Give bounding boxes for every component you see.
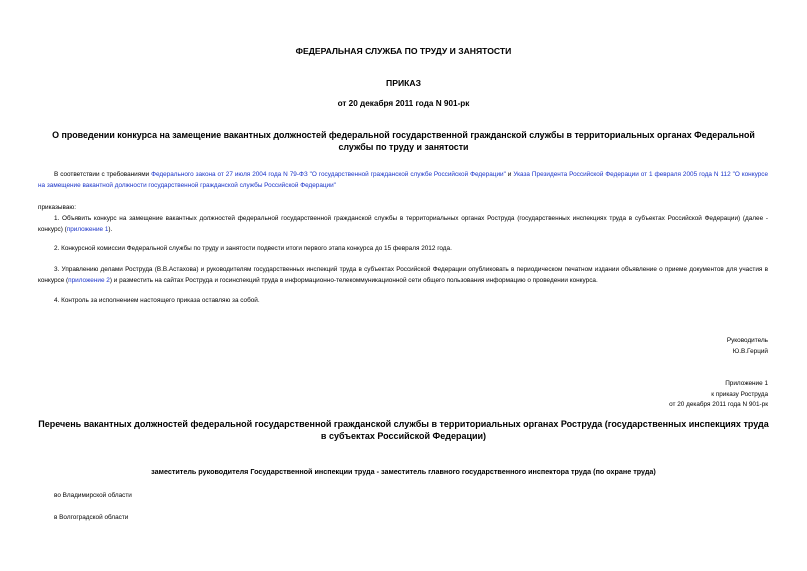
- item-2: 2. Конкурсной комиссии Федеральной службы по труду и занятости подвести итоги первого этапа конкурса до 15 февраля 2012 года.: [54, 245, 452, 252]
- signature-name: Ю.В.Герций: [732, 348, 768, 355]
- item-4: 4. Контроль за исполнением настоящего приказа оставляю за собой.: [54, 297, 260, 304]
- item-3: [38, 264, 768, 286]
- region-item: во Владимирской области: [54, 492, 132, 499]
- order-date-heading: от 20 декабря 2011 года N 901-рк: [337, 99, 470, 108]
- vacancy-list-title: Перечень вакантных должностей федеральной государственной гражданской службы в территориальных органах Роструда (государственных инспекциях труда в субъектах Российской Федерации): [38, 419, 769, 441]
- order-title: О проведении конкурса на замещение вакантных должностей федеральной государственной гражданской службы в территориальных органах Федеральной службы по труду и занятости: [52, 130, 755, 152]
- appendix-1-link[interactable]: приложение 1: [66, 226, 109, 233]
- appendix-line-1: Приложение 1: [725, 380, 768, 387]
- intro-paragraph: [38, 169, 768, 191]
- intro-text-2: и: [505, 171, 514, 178]
- item-3-end: ) и разместить на сайтах Роструда и госинспекций труда в информационно-телекоммуникационной сети общего пользования информацию о проведении конкурса.: [109, 277, 598, 284]
- appendix-line-3: от 20 декабря 2011 года N 901-рк: [669, 401, 768, 408]
- position-heading: заместитель руководителя Государственной инспекции труда - заместитель главного государственного инспектора труда (по охране труда): [151, 467, 656, 476]
- presidential-decree-link[interactable]: Указа Президента Российской Федерации от 1 февраля 2005 года N 112 "О конкурсе на замещение вакантной должности государственной гражданской службы Российской Федерации": [38, 171, 768, 189]
- federal-law-link[interactable]: Федерального закона от 27 июля 2004 года N 79-ФЗ "О государственной гражданской службе Российской Федерации": [151, 171, 506, 178]
- region-item: в Волгоградской области: [54, 514, 129, 521]
- appendix-line-2: к приказу Роструда: [711, 391, 768, 398]
- order-type-heading: ПРИКАЗ: [386, 78, 421, 88]
- intro-text-1: В соответствии с требованиями: [54, 171, 152, 178]
- item-3-text: 3. Управлению делами Роструда (В.В.Астахова) и руководителям государственных инспекций труда в субъектах Российской Федерации опубликовать в периодическом печатном издании объявление о приеме документов для участия в конкурсе (: [38, 266, 768, 284]
- item-1-end: ).: [108, 226, 113, 233]
- appendix-2-link[interactable]: приложение 2: [68, 277, 110, 284]
- item-1-text: 1. Объявить конкурс на замещение вакантных должностей федеральной государственной гражданской службы в территориальных органах Роструда (государственных инспекциях труда в субъектах Российской Федерации) (далее - конкурс) (: [38, 215, 768, 233]
- agency-heading: ФЕДЕРАЛЬНАЯ СЛУЖБА ПО ТРУДУ И ЗАНЯТОСТИ: [295, 46, 512, 56]
- order-word: приказываю:: [38, 204, 76, 211]
- signature-position: Руководитель: [726, 337, 768, 344]
- item-1: [38, 213, 768, 235]
